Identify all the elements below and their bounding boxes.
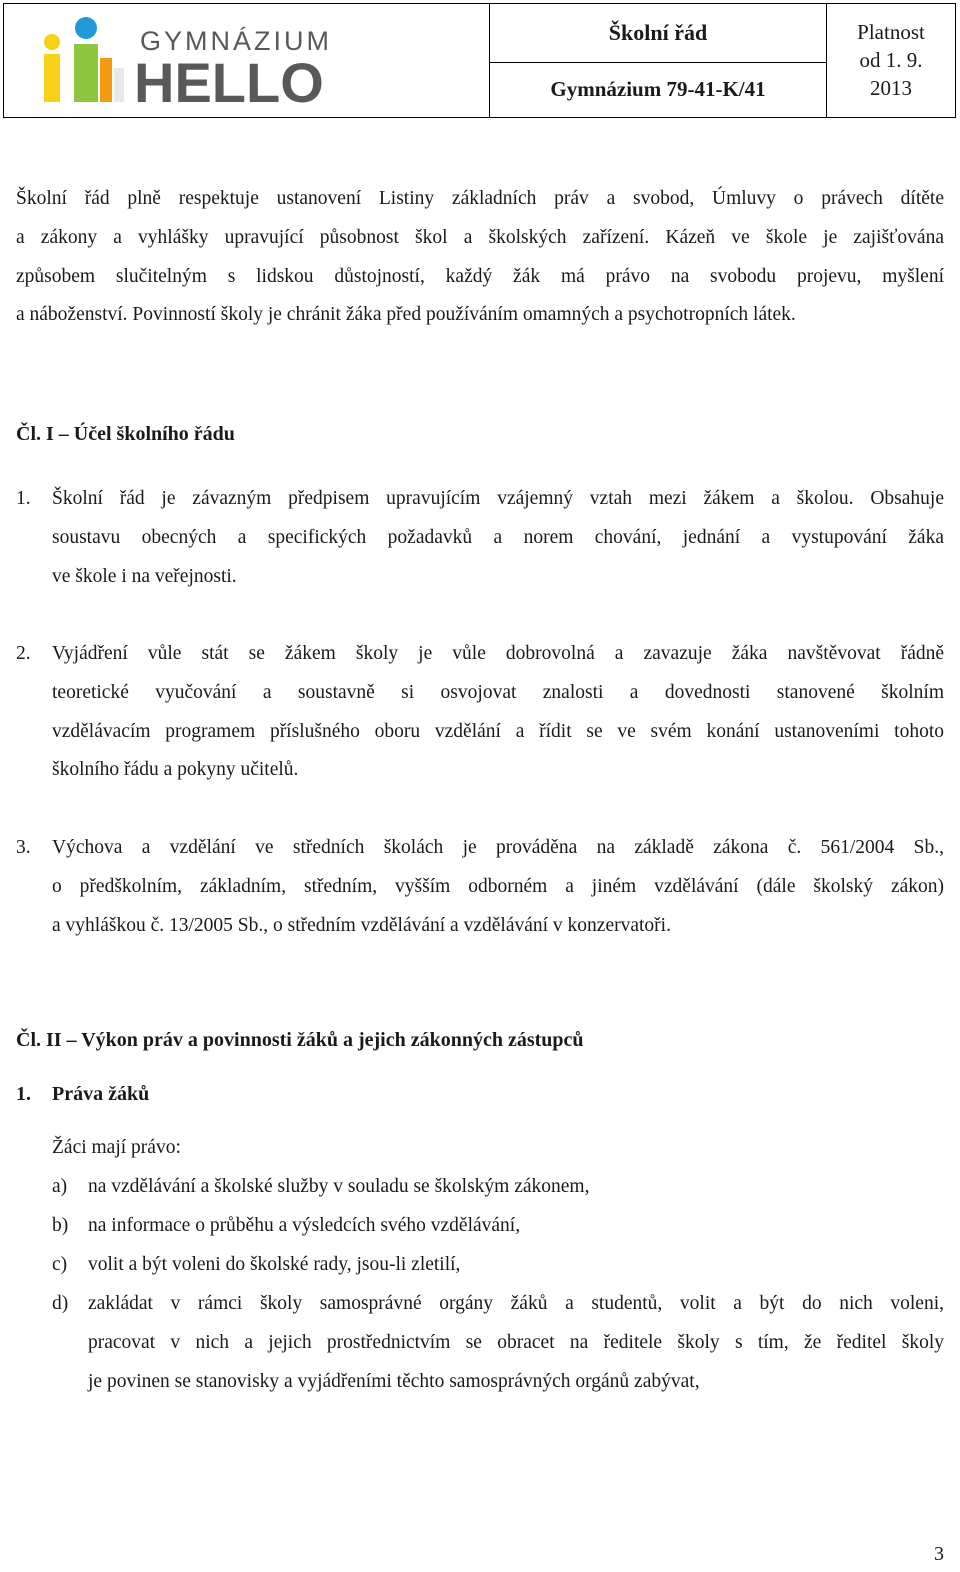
- logo-text-top: GYMNÁZIUM: [140, 26, 332, 56]
- school-logo: [38, 12, 348, 108]
- article-1-paragraph-1: [52, 480, 944, 596]
- validity-line-2: od 1. 9.: [859, 48, 923, 72]
- list-item: na informace o průběhu a výsledcích svého vzdělávání,: [88, 1215, 521, 1236]
- list-marker: c): [52, 1254, 68, 1275]
- intro-line: způsobem slučitelným s lidskou důstojností, každý žák má právo na svobodu projevu, myšlení: [16, 265, 944, 287]
- item-number: 1.: [16, 488, 31, 509]
- paragraph-line: školního řádu a pokyny učitelů.: [52, 759, 299, 781]
- intro-line: Školní řád plně respektuje ustanovení Listiny základních práv a svobod, Úmluvy o právech dítěte: [16, 188, 944, 209]
- validity-text: [827, 18, 955, 102]
- item-number: 3.: [16, 837, 31, 858]
- validity-line-3: 2013: [870, 76, 912, 100]
- paragraph-line: teoretické vyučování a soustavně si osvojovat znalosti a dovednosti stanovené školním: [52, 681, 944, 703]
- article-1-paragraph-3: [52, 829, 944, 945]
- list-marker: b): [52, 1215, 69, 1236]
- article-2-heading: Čl. II – Výkon práv a povinnosti žáků a jejich zákonných zástupců: [16, 1029, 584, 1051]
- paragraph-line: ve škole i na veřejnosti.: [52, 565, 237, 587]
- section-heading: Práva žáků: [52, 1083, 150, 1105]
- paragraph-line: soustavu obecných a specifických požadavků a norem chování, jednání a vystupování žáka: [52, 526, 944, 548]
- document-header: [3, 3, 956, 118]
- doc-title: Školní řád: [490, 4, 826, 63]
- list-marker: d): [52, 1293, 69, 1314]
- paragraph-line: je povinen se stanovisky a vyjádřeními těchto samosprávných orgánů zabývat,: [88, 1370, 700, 1392]
- school-program: Gymnázium 79-41-K/41: [550, 77, 766, 101]
- validity-cell: [827, 4, 955, 117]
- list-item: na vzdělávání a školské služby v souladu se školským zákonem,: [88, 1176, 590, 1197]
- validity-line-1: Platnost: [857, 20, 925, 44]
- section-number: 1.: [16, 1083, 31, 1105]
- list-marker: a): [52, 1176, 68, 1197]
- logo-text-bottom: HELLO: [134, 51, 324, 108]
- paragraph-line: o předškolním, základním, středním, vyšším odborném a jiném vzdělávání (dále školský zákon): [52, 875, 944, 897]
- paragraph-line: Výchova a vzdělání ve středních školách je prováděna na základě zákona č. 561/2004 Sb.,: [52, 837, 944, 858]
- page-number: 3: [934, 1543, 944, 1565]
- paragraph-line: pracovat v nich a jejich prostřednictvím se obracet na ředitele školy s tím, že ředitel školy: [88, 1331, 944, 1353]
- article-1-heading: Čl. I – Účel školního řádu: [16, 423, 235, 445]
- rights-lead: Žáci mají právo:: [52, 1137, 181, 1158]
- title-cell: [490, 4, 827, 117]
- list-item: [88, 1285, 944, 1401]
- intro-paragraph: [16, 180, 944, 335]
- article-1-paragraph-2: [52, 635, 944, 790]
- list-item: volit a být voleni do školské rady, jsou-li zletilí,: [88, 1254, 461, 1275]
- paragraph-line: Vyjádření vůle stát se žákem školy je vůle dobrovolná a zavazuje žáka navštěvovat řádně: [52, 643, 944, 664]
- intro-line: a náboženství. Povinností školy je chránit žáka před používáním omamných a psychotropních látek.: [16, 304, 796, 326]
- intro-line: a zákony a vyhlášky upravující působnost škol a školských zařízení. Kázeň ve škole je zajišťována: [16, 226, 944, 248]
- paragraph-line: a vyhláškou č. 13/2005 Sb., o středním vzdělávání a vzdělávání v konzervatoři.: [52, 914, 671, 936]
- paragraph-line: vzdělávacím programem příslušného oboru vzdělání a řídit se ve svém konání ustanoveními tohoto: [52, 720, 944, 742]
- paragraph-line: zakládat v rámci školy samosprávné orgány žáků a studentů, volit a být do nich voleni,: [88, 1293, 944, 1314]
- logo-cell: [4, 4, 490, 117]
- item-number: 2.: [16, 643, 31, 664]
- paragraph-line: Školní řád je závazným předpisem upravujícím vzájemný vztah mezi žákem a školou. Obsahuje: [52, 488, 944, 509]
